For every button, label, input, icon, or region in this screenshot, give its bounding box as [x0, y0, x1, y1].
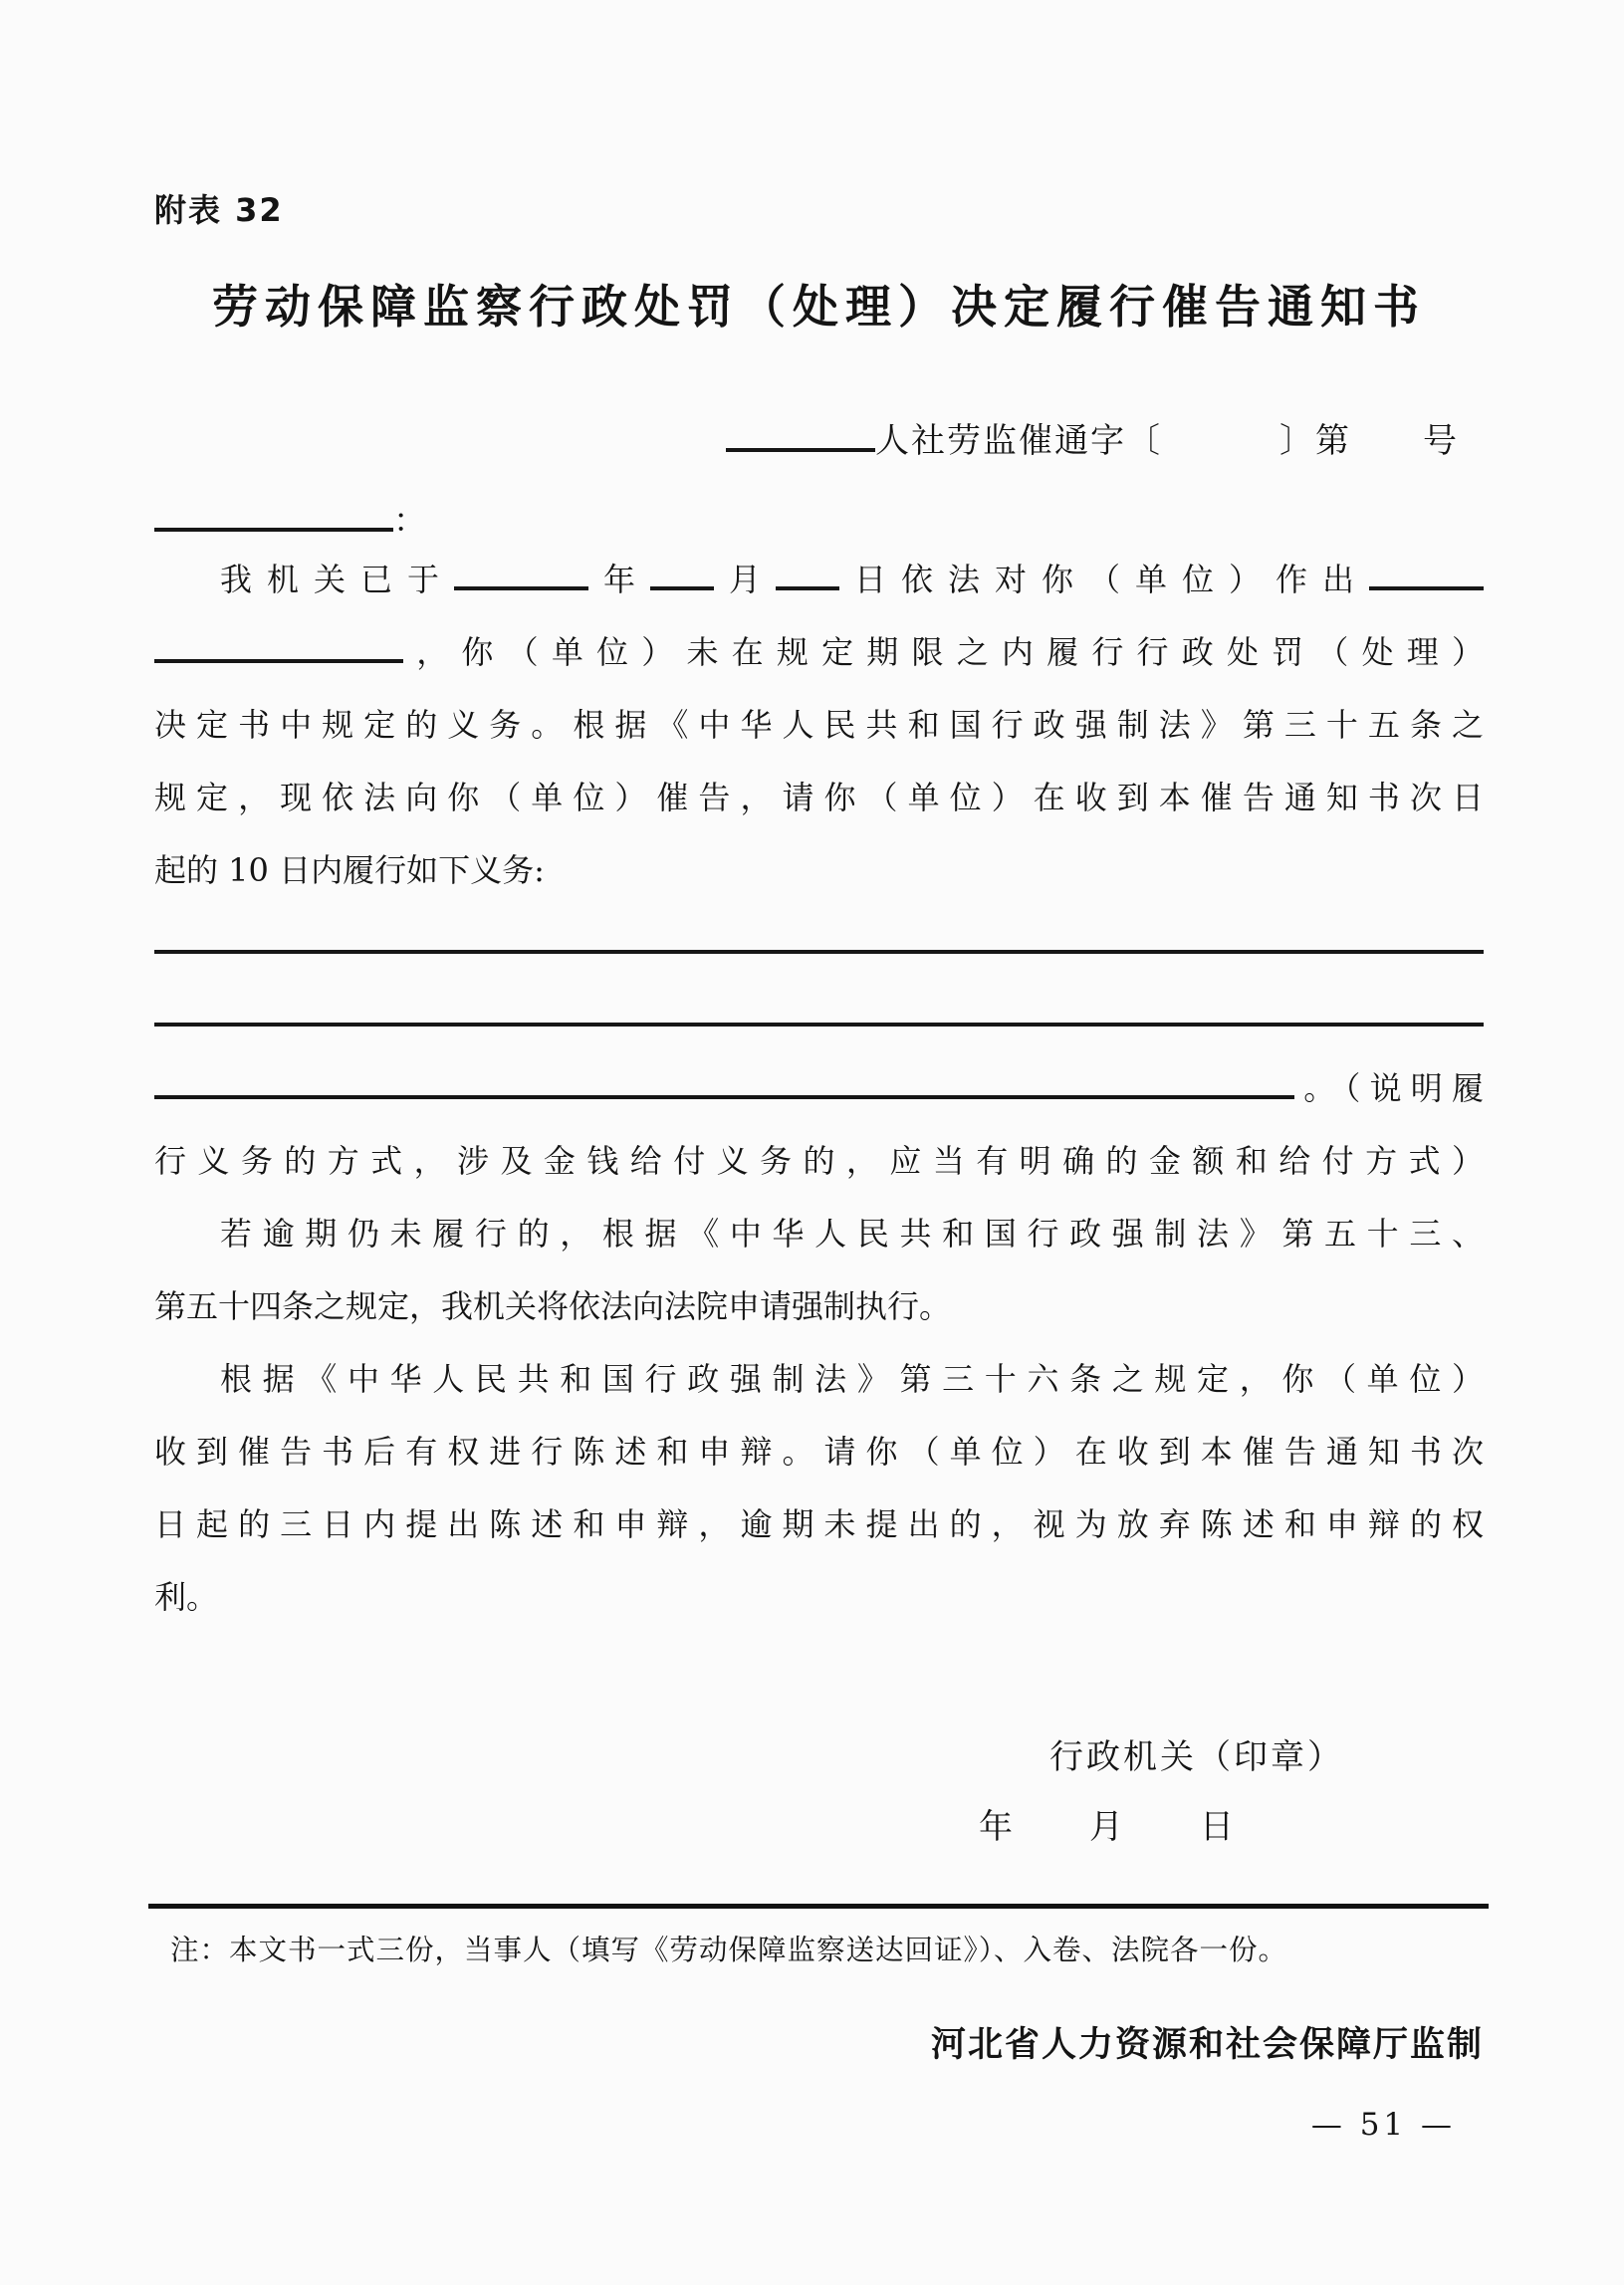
text-segment: 收到催告书后有权进行陈述和申辩。请你（单位）在收到本催告通知书次 [154, 1433, 1484, 1471]
form-line [154, 1125, 1484, 1198]
blank-field [154, 528, 393, 532]
text-segment: 。（说明履 [1294, 1069, 1484, 1107]
form-line [154, 544, 1484, 616]
page-number [154, 2107, 1484, 2143]
text-segment: 利。 [154, 1578, 219, 1616]
blank-field [1369, 586, 1484, 590]
text-segment: 年 [588, 561, 650, 598]
form-line [154, 762, 1484, 834]
text-segment: 日依法对你（单位）作出 [839, 561, 1369, 598]
blank-field [454, 586, 588, 590]
text-segment: ： [393, 501, 426, 540]
text-segment: 若逾期仍未履行的，根据《中华人民共和国行政强制法》第五十三、 [220, 1215, 1484, 1253]
text-segment: 号 [1423, 421, 1459, 461]
text-segment: 人社劳监催通字〔 [875, 421, 1162, 461]
form-line [154, 689, 1484, 762]
form-line [154, 1488, 1484, 1561]
signature-block [154, 1732, 1484, 1852]
text-segment: 规定，现依法向你（单位）催告，请你（单位）在收到本催告通知书次日 [154, 779, 1484, 816]
form-line [154, 1561, 1484, 1634]
document-title: 劳动保障监察行政处罚（处理）决定履行催告通知书 [212, 280, 1426, 334]
form-line [154, 1052, 1484, 1125]
text-segment: 起的 10 日内履行如下义务: [154, 851, 545, 889]
text-segment: 月 [714, 561, 776, 598]
text-segment: ，你（单位）未在规定期限之内履行行政处罚（处理） [403, 633, 1484, 671]
attachment-label: 附表 32 [154, 191, 284, 229]
form-line [154, 834, 1484, 907]
issuer-label: 河北省人力资源和社会保障厅监制 [930, 2025, 1484, 2065]
text-segment: 根据《中华人民共和国行政强制法》第三十六条之规定，你（单位） [220, 1360, 1484, 1398]
blank-field [776, 586, 839, 590]
text-segment: 行义务的方式，涉及金钱给付义务的，应当有明确的金额和给付方式） [154, 1142, 1484, 1180]
form-line [154, 980, 1484, 1052]
doc-number-line [154, 416, 1459, 466]
body-text [154, 544, 1484, 1634]
divider-rule [148, 1904, 1489, 1909]
text-segment: 第五十四条之规定，我机关将依法向法院申请强制执行。 [154, 1287, 952, 1325]
blank-field [650, 586, 714, 590]
blank-field [154, 1023, 1484, 1027]
form-line [154, 1270, 1484, 1343]
blank-field [154, 659, 403, 663]
blank-field [154, 1095, 1294, 1099]
blank-field [726, 448, 875, 452]
form-line [154, 616, 1484, 689]
form-line [154, 1416, 1484, 1488]
form-line [154, 1198, 1484, 1270]
form-line [154, 907, 1484, 980]
salutation-line [154, 496, 426, 546]
text-segment: 决定书中规定的义务。根据《中华人民共和国行政强制法》第三十五条之 [154, 706, 1484, 744]
signature-authority: 行政机关（印章） [1049, 1737, 1344, 1777]
text-segment: 我机关已于 [220, 561, 454, 598]
text-segment: 日起的三日内提出陈述和申辩，逾期未提出的，视为放弃陈述和申辩的权 [154, 1505, 1484, 1543]
blank-field [154, 950, 1484, 954]
signature-date: 年 月 日 [979, 1807, 1237, 1847]
page-number-text: — 51 — [1310, 2107, 1456, 2143]
form-line [154, 1343, 1484, 1416]
text-segment: 〕第 [1279, 421, 1351, 461]
note-line: 注：本文书一式三份，当事人（填写《劳动保障监察送达回证》）、入卷、法院各一份。 [170, 1934, 1288, 1966]
